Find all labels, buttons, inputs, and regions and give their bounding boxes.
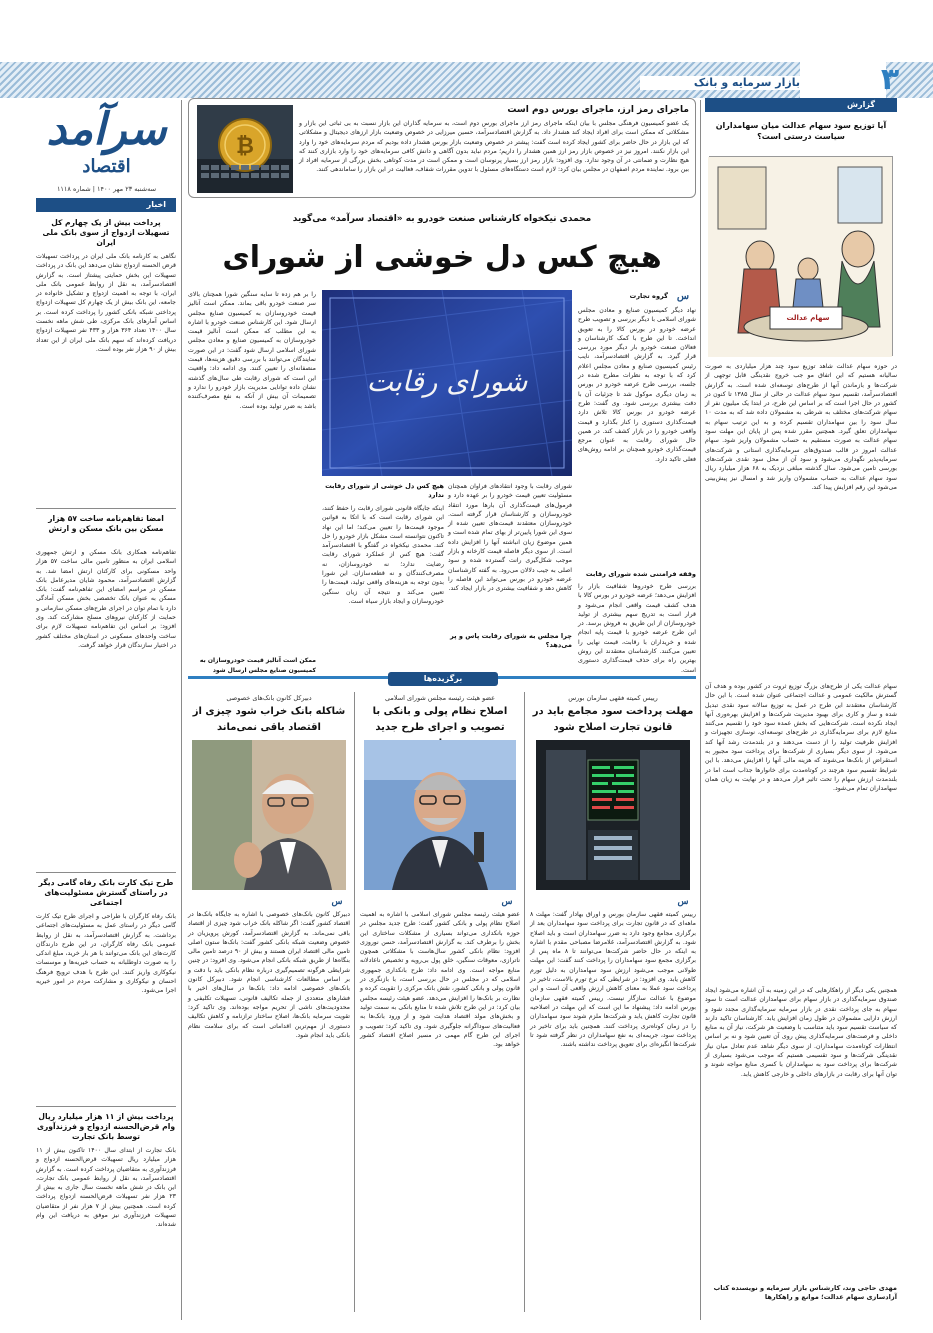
- news-3-title: طرح تیک کارت بانک رفاه گامی دیگر در راستای گسترش مسئولیت‌های اجتماعی: [38, 878, 174, 907]
- news-2-title: امضا تفاهم‌نامه ساخت ۵۷ هزار مسکن بین بانک مسکن و ارتش: [48, 514, 164, 533]
- cartoon-illustration: [709, 156, 893, 356]
- featured-section-label: برگزیده‌ها: [423, 674, 463, 683]
- featured-2-title: اصلاح نظام پولی و بانکی با تصویب و اجرای طرح جدید: [372, 706, 508, 733]
- news-1-title: پرداخت بیش از یک چهارم کل تسهیلات ازدواج از سوی بانک ملی ایران: [42, 218, 170, 247]
- news-section-label: اخبار: [146, 200, 166, 209]
- mp-portrait-drawing: [364, 740, 516, 890]
- news-4-title: پرداخت بیش از ۱۱ هزار میلیارد ریال وام قرض‌الحسنه ازدواج و فرزندآوری توسط بانک تجارت: [36, 1112, 176, 1141]
- banker-portrait-image: [192, 740, 346, 890]
- main-col-4-text: اینکه جایگاه قانونی شورای رقابت را حفظ کنند، این شورای رقابت است که با اتکا به قوانین موجود قیمت‌ها را تعیین می‌کند؛ اما این نهاد تاکنون نتوانسته است مشکل بازار خودرو را حل کند. محمدی نیکخواه در گفتگو با اقتصادسرآمد گفت: هیچ کس از عملکرد شورای رقابت رضایت ندارد؛ نه خودروسازان، نه مصرف‌کنندگان و نه قطعه‌سازان. این شورا بدون توجه به هزینه‌های واقعی تولید، قیمت‌ها را تعیین می‌کند و نتیجه آن زیان سنگین خودروسازان و ایجاد بازار سیاه است.: [322, 505, 444, 605]
- featured-item-2: [360, 692, 520, 1316]
- main-col-2-text: شورای رقابت با وجود انتقادهای فراوان همچنان مسئولیت تعیین قیمت خودرو را بر عهده دارد و فرمول‌های قیمت‌گذاری آن بارها مورد انتقاد خودروسازان و کارشناسان قرار گرفته است. خودروسازان معتقدند قیمت‌های تعیین شده از سوی این شورا پایین‌تر از بهای تمام شده است و همین موضوع زیان انباشته آنها را افزایش داده است. از سوی دیگر فاصله قیمت کارخانه و بازار موجب شکل‌گیری رانت گسترده شده و سود اصلی به جیب دلالان می‌رود. به گفته کارشناسان عرضه خودرو در بورس می‌تواند این فاصله را کاهش دهد و شفافیت بیشتری در بازار ایجاد کند.: [448, 483, 572, 593]
- masthead-logo: [34, 98, 179, 198]
- main-col-1-text: نهاد دیگر کمیسیون صنایع و معادن مجلس شورای اسلامی با دیگر بررسی و تصویب طرح عرضه خودرو در بورس کالا را به تعویق انداخت. تا این طرح با کمک کارشناسان و فعالان صنعت خودرو بار دیگر مورد بررسی قرار گیرد. به گزارش اقتصادسرآمد، نایب رئیس کمیسیون صنایع و معادن مجلس اعلام کرد که با توجه به نظرات مطرح شده در جلسه، بررسی طرح عرضه خودرو در بورس به زمان دیگری موکول شد تا جزئیات آن با دقت بیشتری بررسی شود. وی گفت: طرح عرضه خودرو در بورس کالا تلاش دارد قیمت‌گذاری دستوری را کنار بگذارد و قیمت واقعی خودرو را در بازار کشف کند. در همین حال شورای رقابت به عنوان مرجع قیمت‌گذاری خودرو همچنان بر ادامه روش‌های فعلی تاکید دارد.: [578, 307, 696, 463]
- featured-item-3: [188, 692, 350, 1316]
- news-2-body: تفاهم‌نامه همکاری بانک مسکن و ارتش جمهوری اسلامی ایران به منظور تامین مالی ساخت ۵۷ هزار واحد مسکونی برای کارکنان ارتش امضا شد. به گزارش اقتصادسرآمد، محمود شایان مدیرعامل بانک مسکن در مراسم امضای این تفاهم‌نامه گفت: بانک مسکن به عنوان بانک تخصصی بخش مسکن آمادگی دارد با تمام توان در اجرای طرح‌های مسکن سازمانی و حمایت از کارکنان نیروهای مسلح مشارکت کند. وی افزود: بر اساس این تفاهم‌نامه تسهیلات لازم برای ساخت واحدهای مسکونی در استان‌های مختلف کشور در اختیار سازندگان قرار خواهد گرفت.: [36, 549, 176, 649]
- featured-2-brand-icon: س: [501, 897, 513, 907]
- top-story: [188, 98, 696, 198]
- news-1-body: نگاهی به کارنامه بانک ملی ایران در پرداخت تسهیلات قرض الحسنه ازدواج نشان می‌دهد این بانک در پرداخت تسهیلات این بخش حمایتی پیشتاز است. به گزارش اقتصادسرآمد، به نقل از روابط عمومی بانک ملی ایران، با توجه به اهمیت ازدواج و تشکیل خانواده در جامعه، این بانک بیش از یک چهارم کل تسهیلات ازدواج پرداختی شبکه بانکی کشور را پرداخت کرده است. بر اساس آمارهای بانک مرکزی، طی شش ماهه نخست سال ۱۴۰۰ تعداد ۳۶۴ هزار و ۴۳۳ نفر تسهیلات ازدواج دریافت کرده‌اند که سهم بانک ملی ایران از این تعداد بیش از ۹۰ هزار نفر بوده است.: [36, 253, 176, 353]
- main-story: [188, 204, 696, 674]
- stock-hall-image: [536, 740, 690, 890]
- top-story-body: یک عضو کمیسیون فرهنگی مجلس با بیان اینکه ماجرای رمز ارز ماجرای بورس دوم است، به سرمایه گذاران این بازار نسبت به بی ثباتی این بازار و مشکلاتی که ممکن است برای افراد ایجاد کند هشدار داد. به گزارش اقتصادسرآمد، حسین میرزایی در خصوص وضعیت بازار ارزهای دیجیتال و مشکلاتی که این بازار در حال حاضر برای کشور ایجاد کرده است گفت: پیشتر در خصوص وضعیت بازار بورس هشدار داده بودیم که مردم سرمایه‌های خود را وارد این بازار نکنند. امروز نیز در خصوص بازار رمز ارز همین هشدار را داریم؛ مردم نباید بدون آگاهی و دانش کافی سرمایه‌های خود را وارد بازاری کنند که هیچ نظارت و ضمانتی در آن وجود ندارد. وی افزود: بازار رمز ارز بسیار پرنوسان است و ممکن است در مدت کوتاهی بخش بزرگی از سرمایه افراد از بین برود. نماینده مردم اصفهان در مجلس بیان کرد: لازم است دستگاه‌های مسئول با تدوین مقررات شفاف، فعالیت در این بازار را ساماندهی کنند.: [299, 120, 689, 174]
- report-section-label: گزارش: [846, 100, 875, 109]
- featured-3-title: شاکله بانک خراب شود چیزی از اقتصاد باقی نمی‌ماند: [192, 706, 346, 733]
- main-col-2: [448, 482, 572, 662]
- main-col-5-text-a: را بر هم زده تا سایه سنگین شورا همچنان بالای سر صنعت خودرو باقی بماند. ممکن است آنالیز قیمت خودروسازان به کمیسیون صنایع مجلس ارسال شود. این کارشناس صنعت خودرو با اشاره به این مطلب که ممکن است آنالیز قیمت خودروسازان به کمیسیون صنایع و معادن مجلس شورای اسلامی ارسال شود گفت: در این صورت نمایندگان می‌توانند با بررسی دقیق هزینه‌ها، قیمت منصفانه‌ای را تعیین کنند. وی ادامه داد: واقعیت این است که شورای رقابت طی سال‌های گذشته نشان داده توانایی مدیریت بازار خودرو را ندارد و تصمیمات آن بیش از آنکه به نفع مصرف‌کننده باشد به ضرر تولید بوده است.: [188, 291, 316, 410]
- subhead-1: ممکن است آنالیز قیمت خودروسازان به کمیسیون صنایع مجلس ارسال شود: [188, 656, 316, 666]
- competition-council-image: [322, 290, 572, 476]
- news-4-body: بانک تجارت از ابتدای سال ۱۴۰۰ تاکنون بیش از ۱۱ هزار میلیارد ریال تسهیلات قرض‌الحسنه ازدواج و فرزندآوری به متقاضیان پرداخت کرده است. به گزارش اقتصادسرآمد، به نقل از روابط عمومی بانک تجارت، این بانک در شش ماهه نخست سال جاری به بیش از ۲۳ هزار نفر تسهیلات قرض‌الحسنه ازدواج پرداخت کرده است. همچنین بیش از ۷ هزار نفر از متقاضیان تسهیلات فرزندآوری نیز موفق به دریافت این وام شده‌اند.: [36, 1147, 176, 1229]
- section-title: بازار سرمایه و بانک: [693, 76, 800, 89]
- main-col-1-text-b: بررسی طرح خودروها شفافیت بازار را افزایش می‌دهد؛ عرضه خودرو در بورس کالا با هدف کشف قیمت واقعی انجام می‌شود و قرار است به تدریج سهم بیشتری از تولید خودروسازان از این طریق به فروش برسد. در این طرح عرضه خودرو با قیمت پایه انجام شده و خریداران با رقابت، قیمت نهایی را تعیین می‌کنند. کارشناسان معتقدند این روش بهترین راه برای حذف قیمت‌گذاری دستوری است.: [578, 583, 696, 674]
- brand-mark-icon: س: [676, 291, 690, 302]
- subhead-3: وقفه فرامتنی شده شورای رقابت: [585, 570, 696, 578]
- mp-portrait-image: [364, 740, 516, 890]
- featured-section: [188, 672, 696, 1320]
- featured-item-1: [530, 692, 696, 1316]
- left-news-column: [36, 198, 176, 1318]
- issue-line: سه‌شنبه ۲۳ مهر ۱۴۰۰ | شماره ۱۱۱۸: [56, 185, 157, 193]
- report-title: آیا توزیع سود سهام عدالت میان سهامداران سیاست درستی است؟: [715, 121, 887, 141]
- subhead-4: چرا مجلس به شورای رقابت پاس و پر می‌دهد؟: [450, 632, 572, 650]
- featured-1-kicker: رییس کمیته فقهی سازمان بورس: [568, 694, 658, 702]
- featured-1-brand-icon: س: [677, 897, 689, 907]
- logo-primary: سرآمد: [46, 104, 167, 155]
- lead-tag: گروه تجارت: [629, 292, 668, 300]
- top-story-title: ماجرای رمز ارز، ماجرای بورس دوم است: [507, 105, 689, 115]
- main-col-4: [322, 482, 444, 662]
- featured-3-kicker: دبیرکل کانون بانک‌های خصوصی: [226, 694, 312, 702]
- report-body-2: سهام عدالت یکی از طرح‌های بزرگ توزیع ثروت در کشور بوده و هدف آن گسترش مالکیت عمومی و عدالت اجتماعی عنوان شده است. با این حال کارشناسان معتقدند این طرح در عمل به توزیع سالانه سود نقدی تبدیل شده و ساز و کاری برای بهبود مدیریت شرکت‌ها و افزایش بهره‌وری آنها ایجاد نکرده است. شرکت‌هایی که بخش عمده سود خود را تقسیم می‌کنند منابع لازم برای سرمایه‌گذاری در طرح‌های توسعه‌ای، نوسازی تجهیزات و افزایش ظرفیت تولید را از دست می‌دهند و در بلندمدت رشد آنها کند می‌شود. از سوی دیگر بسیاری از شرکت‌ها برای پرداخت سود مجبور به استقراض از بانک‌ها می‌شوند که هزینه مالی آنها را افزایش می‌دهد. با این شرایط تقسیم سود هرچند در کوتاه‌مدت برای خانوارها جذاب است اما در بلندمدت ارزش سهام را تحت تاثیر قرار می‌دهد و در نهایت به زیان همان سهامداران تمام می‌شود.: [705, 683, 897, 793]
- bitcoin-drawing: [197, 105, 293, 193]
- header-band: [0, 0, 933, 98]
- featured-3-brand-icon: س: [331, 897, 343, 907]
- featured-2-body: عضو هیئت رئیسه مجلس شورای اسلامی با اشاره به اهمیت اصلاح نظام پولی و بانکی کشور گفت: طرح جدید مجلس در حوزه بانکداری می‌تواند بسیاری از مشکلات ساختاری این بخش را برطرف کند. به گزارش اقتصادسرآمد، حسن نوروزی افزود: نظام بانکی کشور سال‌هاست با مشکلاتی همچون ناترازی، معوقات سنگین، خلق پول بی‌رویه و تخصیص ناعادلانه منابع مواجه است. وی ادامه داد: طرح بانکداری جمهوری اسلامی که در مجلس در حال بررسی است، با بازنگری در قانون پولی و بانکی کشور، نقش بانک مرکزی را تقویت کرده و نظارت بر بانک‌ها را افزایش می‌دهد. عضو هیئت رئیسه مجلس بیان کرد: در این طرح تلاش شده تا منابع بانکی به سمت تولید و بخش‌های مولد اقتصاد هدایت شود و از ورود بانک‌ها به فعالیت‌های سوداگرانه جلوگیری شود. وی تاکید کرد: تصویب و اجرای این طرح گام مهمی در مسیر اصلاح اقتصاد کشور خواهد بود.: [360, 911, 520, 1049]
- main-col-5: [188, 290, 316, 660]
- main-col-1: [578, 290, 696, 674]
- report-body-1: در حوزه سهام عدالت شاهد توزیع سود چند هزار میلیاردی به صورت سالیانه هستیم که این اتفاق مو جب خروج نقدینگی قابل توجهی از شرکت‌ها و بازماندن آنها از طرح‌های توسعه‌ای شده است. به گزارش اقتصادسرآمد، تقسیم سود سهام عدالت در حالی از سال ۱۳۸۵ تا کنون در کشور در حال اجرا است که بر اساس این طرح، در ابتدا یک میلیون نفر از سهام شرکت‌های مختلف به شرطی به مشمولان داده شد که به مدت ۱۰ سال سود را بین سهامداران تقسیم کرده و به این ترتیب سهام به سهامداران تعلق گیرد. همچنین مقرر شده پس از پایان این مهلت سود سهام عدالت به صورت مستقیم به حساب مشمولان واریز شود. سهام عدالت امروز در قالب صندوق‌های سرمایه‌گذاری استانی و شرکت‌های سرمایه‌پذیر نگهداری می‌شود و سود آن از محل سود نقدی شرکت‌های بورسی تامین می‌شود. سال گذشته مبلغی نزدیک به ۶۸ هزار میلیارد ریال سود سهام عدالت به حساب مشمولان واریز شد و امسال نیز پیش‌بینی می‌شود این رقم افزایش پیدا کند.: [705, 363, 898, 491]
- banker-portrait-drawing: [192, 740, 346, 890]
- featured-2-kicker: عضو هیئت رئیسه مجلس شورای اسلامی: [384, 694, 496, 702]
- report-body-3: همچنین یکی دیگر از راهکارهایی که در این زمینه به آن اشاره می‌شود ایجاد صندوق سرمایه‌گذاری در بازار سهام برای سهامداران عدالت است تا سود سهام به جای پرداخت نقدی در بازار سرمایه سرمایه‌گذاری مجدد شود و ارزش دارایی مشمولان در طول زمان افزایش یابد. کارشناسان تاکید دارند که سیاست تقسیم سود باید متناسب با وضعیت هر شرکت، نیاز آن به منابع داخلی و فرصت‌های سرمایه‌گذاری پیش روی آن تعیین شود و نه بر اساس انتظارات کوتاه‌مدت سهامداران. از سوی دیگر شاهد عدم تعادل میان نیاز نقدینگی شرکت‌ها و سود تقسیمی هستیم که موجب می‌شود بسیاری از شرکت‌ها برای پرداخت سود به سهامداران با کسری منابع مواجه شوند و توان آنها برای رقابت در بازارهای داخلی و خارجی کاهش یابد.: [705, 987, 897, 1078]
- bitcoin-image: [197, 105, 293, 193]
- page-number: ۳: [880, 62, 900, 97]
- main-story-headline: هیچ کس دل خوشی از شورای: [222, 240, 662, 275]
- featured-1-body: رییس کمیته فقهی سازمان بورس و اوراق بهادار گفت: مهلت ۸ ماهه‌ای که در قانون تجارت برای پرداخت سود سهامداران بعد از برگزاری مجامع وجود دارد به ضرر سهامداران است و باید اصلاح شود. به گزارش اقتصادسرآمد، غلامرضا مصباحی مقدم با اشاره به اینکه در حال حاضر شرکت‌ها می‌توانند تا ۸ ماه پس از برگزاری مجمع سود سهامداران را پرداخت کنند گفت: این مهلت طولانی موجب می‌شود ارزش سود سهامداران به دلیل تورم کاهش یابد. وی افزود: در شرایطی که نرخ تورم بالاست، تاخیر در پرداخت سود عملا به معنای کاهش ارزش واقعی آن است و این موضوع با عدالت سازگار نیست. رییس کمیته فقهی سازمان بورس ادامه داد: پیشنهاد ما این است که این مهلت در اصلاحیه قانون تجارت کاهش یابد و شرکت‌ها ملزم شوند سود سهامداران را در زمان کوتاه‌تری پرداخت کنند. همچنین باید برای تاخیر در پرداخت سود، جریمه‌ای به نفع سهامداران در نظر گرفته شود تا شرکت‌ها انگیزه‌ای برای تعویق پرداخت نداشته باشند.: [530, 911, 696, 1049]
- featured-1-title: مهلت پرداخت سود مجامع باید در قانون تجارت اصلاح شود: [532, 706, 694, 733]
- logo-secondary: اقتصاد: [82, 156, 131, 177]
- featured-3-body: دبیرکل کانون بانک‌های خصوصی با اشاره به جایگاه بانک‌ها در اقتصاد کشور گفت: اگر شاکله بانک خراب شود چیزی از اقتصاد باقی نمی‌ماند. به گزارش اقتصادسرآمد، کورش پرویزیان در خصوص وضعیت شبکه بانکی کشور گفت: بانک‌ها ستون اصلی تامین مالی اقتصاد ایران هستند و بیش از ۹۰ درصد تامین مالی بنگاه‌ها از طریق شبکه بانکی انجام می‌شود. وی افزود: در چنین شرایطی هرگونه تصمیم‌گیری درباره نظام بانکی باید با دقت و بر اساس مطالعات کارشناسی انجام شود. دبیرکل کانون بانک‌های خصوصی ادامه داد: بانک‌ها در سال‌های اخیر با فشارهای متعددی از جمله تکالیف قانونی، تسهیلات تکلیفی و محدودیت‌های ناشی از تحریم مواجه بوده‌اند. وی تاکید کرد: تقویت سرمایه بانک‌ها، اصلاح ساختار ترازنامه و کاهش تکالیف دستوری از مهم‌ترین اقداماتی است که برای سلامت نظام بانکی باید انجام شود.: [188, 911, 350, 1039]
- competition-council-image-text: شورای رقابت: [366, 365, 528, 398]
- stock-hall-drawing: [536, 740, 690, 890]
- subhead-2: هیچ کس دل خوشی از شورای رقابت ندارد: [325, 482, 444, 500]
- cartoon-caption: سهام عدالت: [786, 314, 830, 322]
- main-story-kicker: محمدی نیکخواه کارشناس صنعت خودرو به «اقتصاد سرآمد» می‌گوید: [292, 214, 592, 224]
- right-report-column: [705, 98, 897, 1318]
- report-author: مهدی حاجی وند، کارشناس بازار سرمایه و نویسنده کتاب آزادسازی سهام عدالت؛ موانع و راهکارها: [713, 1284, 897, 1302]
- svg-text:₿: ₿: [236, 134, 254, 159]
- news-3-body: بانک رفاه کارگران با طراحی و اجرای طرح تیک کارت گامی دیگر در راستای عمل به مسئولیت‌های اجتماعی برداشت. به گزارش اقتصادسرآمد، به نقل از روابط عمومی بانک رفاه کارگران، در این طرح دارندگان کارت‌های این بانک می‌توانند با هر بار خرید، مبلغ اندکی را به صورت داوطلبانه به حساب خیریه‌ها و موسسات نیکوکاری واریز کنند. این طرح با هدف ترویج فرهنگ احسان و نیکوکاری و مشارکت مردم در امور خیریه اجرا می‌شود.: [36, 913, 176, 995]
